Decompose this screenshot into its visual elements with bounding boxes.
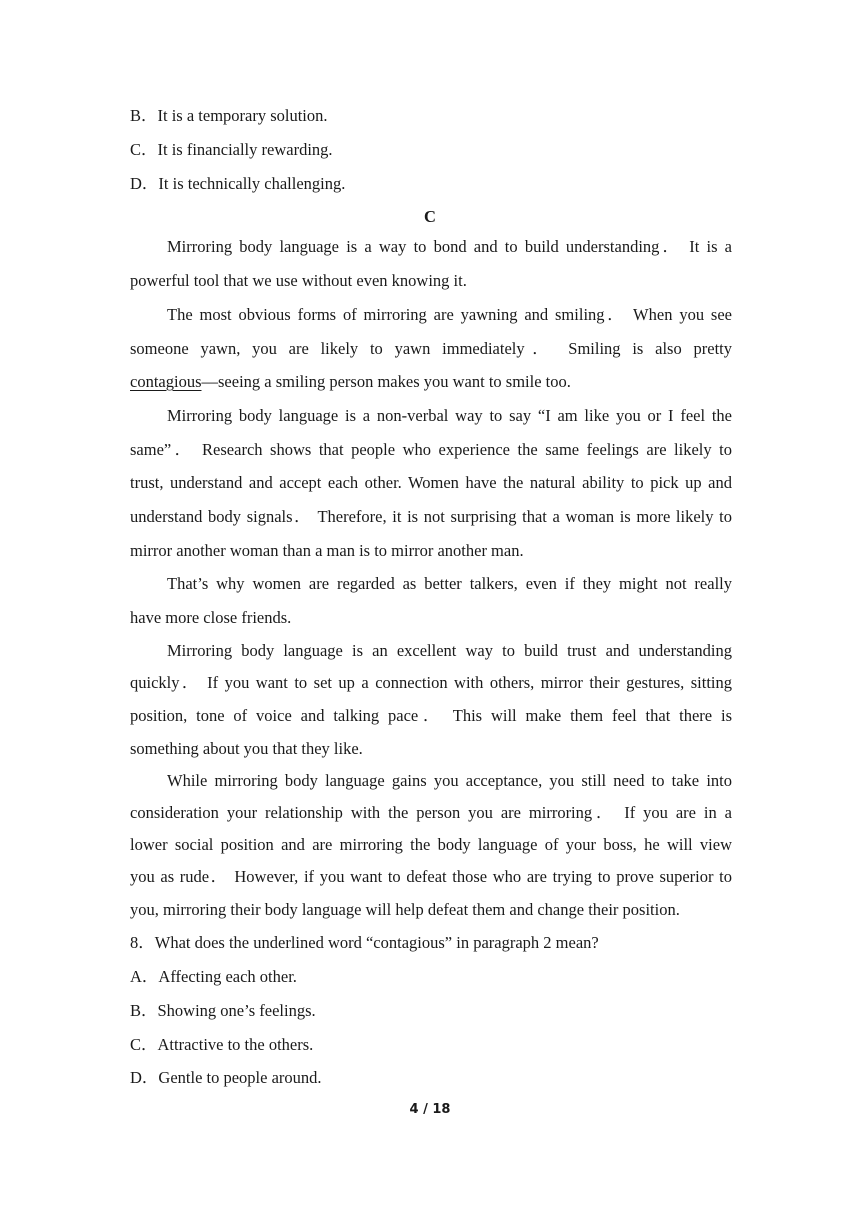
- paragraph-6-line-4: you as rude． However, if you want to defeat those who are trying to prove superior to: [130, 867, 732, 886]
- paragraph-3-line-1: Mirroring body language is a non-verbal way to say “I am like you or I feel the: [167, 406, 732, 425]
- underlined-word: contagious: [130, 372, 202, 391]
- option-d-prev: D．It is technically challenging.: [130, 174, 346, 193]
- question-8-stem: 8．What does the underlined word “contagious” in paragraph 2 mean?: [130, 933, 599, 952]
- page-number: 4 / 18: [409, 1102, 451, 1117]
- paragraph-3-line-5: mirror another woman than a man is to mirror another man.: [130, 541, 524, 560]
- option-c-prev: C．It is financially rewarding.: [130, 140, 333, 159]
- paragraph-2-line-3-rest: —seeing a smiling person makes you want to smile too.: [201, 372, 571, 391]
- paragraph-1-line-1: Mirroring body language is a way to bond and to build understanding． It is a: [167, 237, 732, 256]
- paragraph-5-line-3: position, tone of voice and talking pace． This will make them feel that there is: [130, 706, 732, 725]
- paragraph-6-line-5: you, mirroring their body language will help defeat them and change their position.: [130, 900, 680, 919]
- question-8-option-d: D．Gentle to people around.: [130, 1068, 322, 1087]
- paragraph-3-line-4: understand body signals． Therefore, it is not surprising that a woman is more likely to: [130, 507, 732, 526]
- paragraph-1-line-2: powerful tool that we use without even knowing it.: [130, 271, 467, 290]
- paragraph-3-line-2: same”． Research shows that people who experience the same feelings are likely to: [130, 440, 732, 459]
- section-heading: C: [424, 207, 436, 226]
- paragraph-2-line-3: [130, 372, 571, 392]
- paragraph-6-line-3: lower social position and are mirroring the body language of your boss, he will view: [130, 835, 732, 854]
- paragraph-5-line-1: Mirroring body language is an excellent way to build trust and understanding: [167, 641, 732, 660]
- paragraph-5-line-2: quickly． If you want to set up a connection with others, mirror their gestures, sitting: [130, 673, 732, 692]
- paragraph-6-line-2: consideration your relationship with the person you are mirroring． If you are in a: [130, 803, 732, 822]
- question-8-option-c: C．Attractive to the others.: [130, 1035, 314, 1054]
- question-8-option-a: A．Affecting each other.: [130, 967, 297, 986]
- paragraph-6-line-1: While mirroring body language gains you acceptance, you still need to take into: [167, 771, 732, 790]
- paragraph-2-line-1: The most obvious forms of mirroring are yawning and smiling． When you see: [167, 305, 732, 324]
- paragraph-5-line-4: something about you that they like.: [130, 739, 363, 758]
- paragraph-3-line-3: trust, understand and accept each other. Women have the natural ability to pick up and: [130, 473, 732, 492]
- paragraph-2-line-2: someone yawn, you are likely to yawn immediately． Smiling is also pretty: [130, 339, 732, 358]
- paragraph-4-line-1: That’s why women are regarded as better talkers, even if they might not really: [167, 574, 732, 593]
- paragraph-4-line-2: have more close friends.: [130, 608, 292, 627]
- option-b-prev: B．It is a temporary solution.: [130, 106, 328, 125]
- question-8-option-b: B．Showing one’s feelings.: [130, 1001, 316, 1020]
